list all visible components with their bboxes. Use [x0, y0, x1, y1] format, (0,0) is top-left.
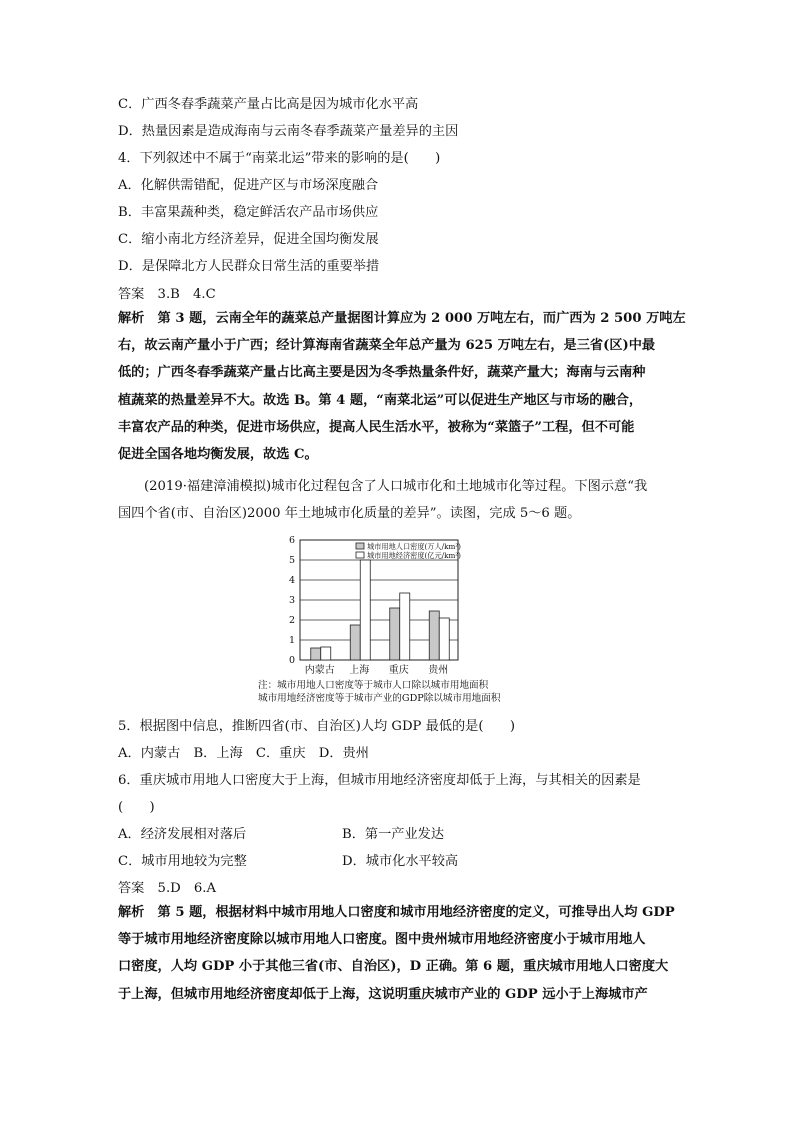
analysis-line: 口密度，人均 GDP 小于其他三省(市、自治区)，D 正确。第 6 题，重庆城市用地人口密度大 [118, 959, 669, 975]
bar-chart-svg [256, 535, 546, 680]
intro-line: (2019·福建漳浦模拟)城市化过程包含了人口城市化和土地城市化等过程。下图示意“我 [144, 479, 648, 494]
bar-economic-density [360, 560, 370, 660]
analysis-line: 丰富农产品的种类，促进市场供应，提高人民生活水平，被称为“菜篮子”工程，但不可能 [118, 419, 635, 435]
x-tick-label: 贵州 [428, 665, 449, 676]
analysis-line: 促进全国各地均衡发展，故选 C。 [118, 447, 318, 463]
legend [356, 542, 461, 560]
q5-options: A．内蒙古 B．上海 C．重庆 D．贵州 [118, 746, 369, 761]
q6-option-a: A．经济发展相对落后 [118, 827, 247, 842]
q3-option-c: C．广西冬春季蔬菜产量占比高是因为城市化水平高 [118, 97, 419, 112]
bar-economic-density [439, 618, 449, 660]
x-tick-label: 重庆 [388, 665, 409, 676]
answer-3-4: 答案 3.B 4.C [118, 287, 216, 302]
bar-population-density [390, 608, 400, 660]
q5-stem: 5．根据图中信息，推断四省(市、自治区)人均 GDP 最低的是( ) [118, 719, 516, 734]
x-tick-label: 内蒙古 [304, 665, 335, 676]
q4-option-c: C．缩小南北方经济差异，促进全国均衡发展 [118, 232, 379, 247]
bars [311, 560, 450, 660]
y-tick-label: 5 [288, 555, 295, 566]
q6-stem: 6．重庆城市用地人口密度大于上海，但城市用地经济密度却低于上海，与其相关的因素是 [118, 773, 641, 788]
bar-population-density [311, 648, 321, 660]
legend-swatch [356, 543, 364, 549]
y-tick-label: 3 [288, 595, 295, 606]
analysis-line: 等于城市用地经济密度除以城市用地人口密度。图中贵州城市用地经济密度小于城市用地人 [118, 932, 646, 948]
analysis-line: 于上海，但城市用地经济密度却低于上海，这说明重庆城市产业的 GDP 远小于上海城市产 [118, 986, 648, 1002]
y-tick-label: 4 [288, 575, 295, 586]
analysis-line: 解析 第 5 题，根据材料中城市用地人口密度和城市用地经济密度的定义，可推导出人均 GDP [118, 905, 675, 920]
legend-swatch [356, 552, 364, 558]
analysis-line: 低的；广西冬春季蔬菜产量占比高主要是因为冬季热量条件好，蔬菜产量大；海南与云南种 [118, 365, 646, 381]
q4-option-a: A．化解供需错配，促进产区与市场深度融合 [118, 178, 379, 193]
legend-label: 城市用地人口密度(万人/km²) [367, 542, 461, 551]
legend-label: 城市用地经济密度(亿元/km²) [367, 551, 461, 560]
bar-population-density [350, 625, 360, 660]
q4-option-b: B．丰富果蔬种类，稳定鲜活农产品市场供应 [118, 205, 379, 220]
intro-5-6 [118, 473, 682, 527]
intro-line: 国四个省(市、自治区)2000 年土地城市化质量的差异”。读图，完成 5～6 题。 [118, 506, 581, 522]
q6-option-d: D．城市化水平较高 [342, 854, 459, 869]
y-tick-label: 0 [288, 655, 295, 666]
bar-economic-density [400, 593, 410, 660]
x-tick-label: 上海 [349, 665, 370, 676]
bar-population-density [429, 611, 439, 660]
q6-stem-bracket: ( ) [118, 800, 155, 815]
chart-note-2: 城市用地经济密度等于城市产业的GDP除以城市用地面积 [258, 693, 501, 704]
q4-stem: 4．下列叙述中不属于“南菜北运”带来的影响的是( ) [118, 151, 441, 166]
answer-5-6: 答案 5.D 6.A [118, 881, 217, 896]
chart-note-1: 注：城市用地人口密度等于城市人口除以城市用地面积 [258, 680, 489, 691]
analysis-line: 解析 第 3 题，云南全年的蔬菜总产量据图计算应为 2 000 万吨左右，而广西为 2 500 万吨左 [118, 311, 686, 326]
y-tick-label: 2 [288, 615, 295, 626]
y-tick-label: 6 [288, 535, 295, 546]
analysis-3-4 [118, 305, 686, 468]
analysis-line: 植蔬菜的热量差异不大。故选 B。第 4 题，“南菜北运”可以促进生产地区与市场的融合， [118, 392, 643, 408]
analysis-5-6 [118, 899, 682, 1008]
q6-options-ab [118, 826, 684, 844]
q4-option-d: D．是保障北方人民群众日常生活的重要举措 [118, 259, 380, 274]
analysis-line: 右，故云南产量小于广西；经计算海南省蔬菜全年总产量为 625 万吨左右，是三省(区)中最 [118, 338, 656, 354]
bar-economic-density [321, 647, 331, 660]
q3-option-d: D．热量因素是造成海南与云南冬春季蔬菜产量差异的主因 [118, 124, 459, 139]
y-tick-label: 1 [288, 635, 295, 646]
q6-option-b: B．第一产业发达 [342, 827, 445, 842]
q6-options-cd [118, 853, 684, 871]
q6-option-c: C．城市用地较为完整 [118, 854, 247, 869]
